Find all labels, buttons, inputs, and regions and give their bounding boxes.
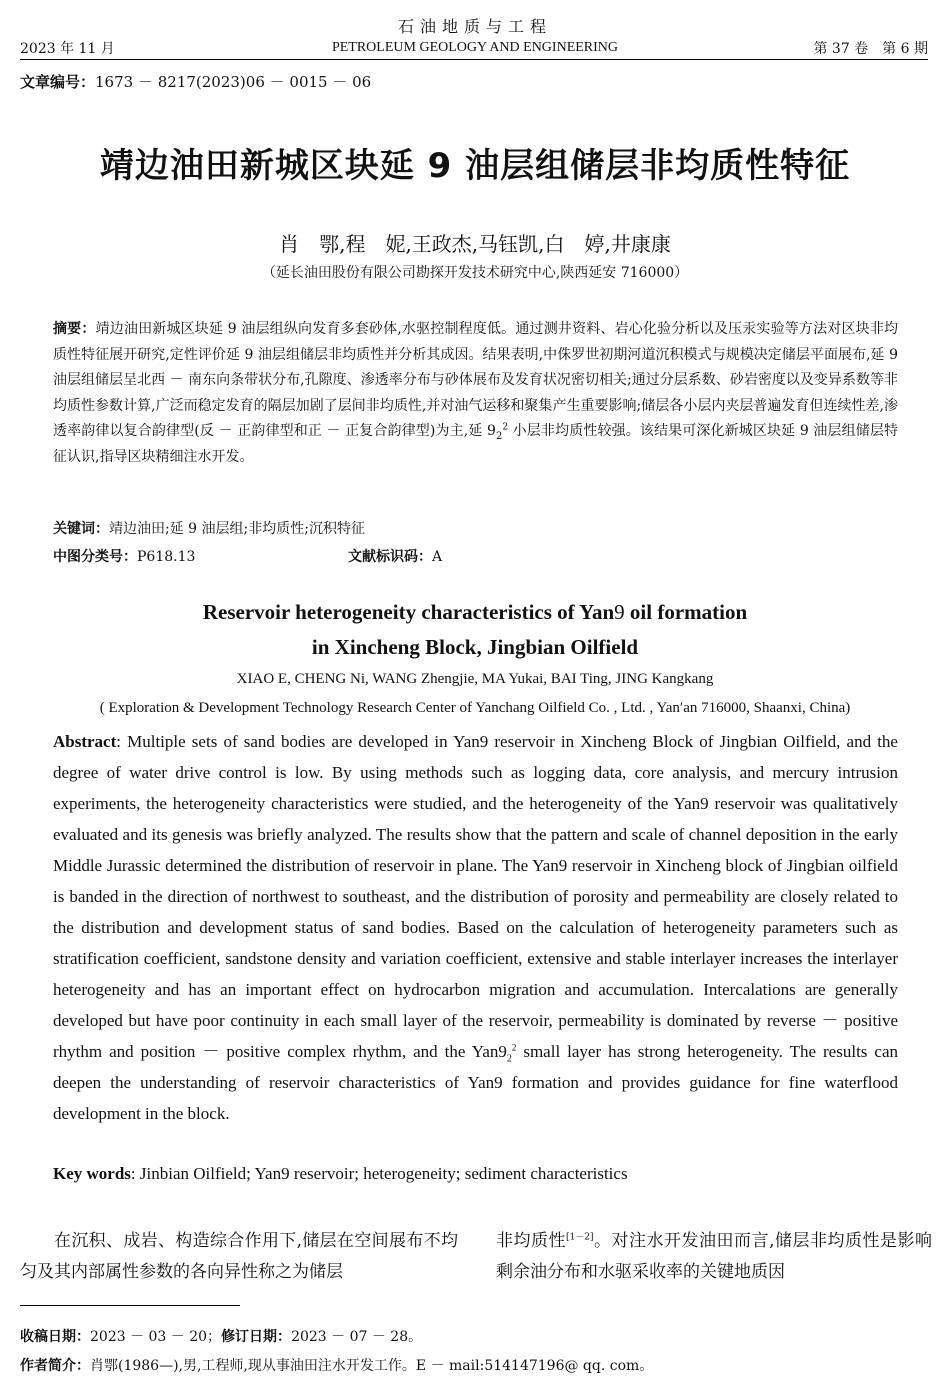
document-code [348,546,442,566]
body-paragraph-continued [496,1226,932,1288]
revised-value: 2023 － 07 － 28。 [291,1329,423,1345]
abstract-cn [53,317,898,471]
journal-title-en: PETROLEUM GEOLOGY AND ENGINEERING [331,40,619,55]
body-column-right [496,1226,932,1288]
journal-title-cn: 石油地质与工程 [397,17,552,36]
article-number-label: 文章编号： [20,73,96,91]
keywords-en-text: Jinbian Oilfield; Yan9 reservoir; heterogeneity; sediment characteristics [139,1164,628,1183]
citation-ref: [1－2] [566,1232,594,1243]
bio-label: 作者简介： [20,1358,90,1374]
received-label: 收稿日期： [20,1329,90,1345]
classification-number [53,546,195,566]
abstract-en-colon: : [116,732,128,751]
footnote-author-bio [20,1355,653,1375]
abstract-en-text-2: small layer has strong heterogeneity. The results can deepen the understanding of reservoir characteristics of Yan9 formation and provides guidance for fine waterflood development in the block. [53,1042,898,1123]
clc-label: 中图分类号： [53,549,137,565]
doc-code-value: A [432,549,443,565]
header-rule [20,59,928,60]
keywords-en [53,1164,628,1184]
title-en-line1-num: 9 [614,600,625,624]
keywords-cn-text: 靖边油田;延 9 油层组;非均质性;沉积特征 [109,521,365,537]
abstract-en-text-1: Multiple sets of sand bodies are developed in Yan9 reservoir in Xincheng Block of Jingbian Oilfield, and the degree of water drive control is low. By using methods such as logging data, core analysis, and mercury intrusion experiments, the heterogeneity characteristics were studied, and the heterogeneity of the Yan9 reservoir was qualitatively evaluated and its genesis was briefly analyzed. The results show that the pattern and scale of channel deposition in the early Middle Jurassic determined the distribution of reservoir in plane. The Yan9 reservoir in Xincheng block of Jingbian oilfield is banded in the direction of northwest to southeast, and the distribution of porosity and permeability are closely related to the distribution and development status of sand bodies. Based on the calculation of heterogeneity parameters such as stratification coefficient, sandstone density and variation coefficient, extensive and stable interlayer increases the interlayer heterogeneity and has an important effect on hydrocarbon migration and accumulation. Intercalations are generally developed but have poor continuity in each small layer of the reservoir, permeability is dominated by reverse － positive rhythm and position － positive complex rhythm, and the Yan9 [53,732,898,1061]
body-right-text-1: 非均质性 [496,1231,567,1251]
footnote-dates [20,1326,422,1346]
affiliation-cn: （延长油田股份有限公司勘探开发技术研究中心,陕西延安 716000） [261,265,689,281]
abstract-cn-text-2: 小层非均质性较强。该结果可深化新城区块延 9 油层组储层特征认识,指导区块精细注水开发。 [53,423,899,465]
footnote-rule [20,1305,240,1306]
body-column-left [20,1226,458,1288]
abstract-cn-text-1: 靖边油田新城区块延 9 油层组纵向发育多套砂体,水驱控制程度低。通过测井资料、岩心化验分析以及压汞实验等方法对区块非均质性特征展开研究,定性评价延 9 油层组储层非均质性并分析其成因。结果表明,中侏罗世初期河道沉积模式与规模决定储层平面展布,延 9 油层组储层呈北西 － 南东向条带状分布,孔隙度、渗透率分布与砂体展布及发育状况密切相关;通过分层系数、砂岩密度以及变异系数等非均质性参数计算,广泛而稳定发育的隔层加剧了层间非均质性,并对油气运移和聚集产生重要影响;储层各小层内夹层普遍发育但连续性差,渗透率韵律以复合韵律型(反 － 正韵律型和正 － 正复合韵律型)为主,延 9 [53,321,898,440]
authors-en: XIAO E, CHENG Ni, WANG Zhengjie, MA Yukai, BAI Ting, JING Kangkang [236,671,714,687]
abstract-cn-sup: 2 [502,422,509,433]
title-en-line1-b: oil formation [624,600,748,624]
volume-issue: 第 37 卷 第 6 期 [813,41,928,57]
keywords-cn [53,518,365,538]
abstract-en-label: Abstract [53,732,117,751]
keywords-en-label: Key words [53,1164,131,1183]
article-number-value: 1673 － 8217(2023)06 － 0015 － 06 [95,73,372,91]
article-number [20,71,371,92]
abstract-en-sub: 2 [506,1053,512,1065]
issue-date: 2023 年 11 月 [20,41,115,57]
revised-label: 修订日期： [221,1329,292,1345]
abstract-en-sup: 2 [511,1042,517,1053]
body-right-text-2: 。对注水开发油田而言,储层非均质性是影响剩余油分布和水驱采收率的关键地质因 [496,1231,933,1282]
clc-value: P618.13 [137,549,196,565]
abstract-cn-label: 摘要： [53,321,96,337]
body-paragraph: 在沉积、成岩、构造综合作用下,储层在空间展布不均匀及其内部属性参数的各向异性称之为储层 [20,1231,458,1282]
affiliation-en: ( Exploration & Development Technology Research Center of Yanchang Oilfield Co. , Ltd. , Yan′an 716000, Shaanxi, China) [99,700,851,716]
doc-code-label: 文献标识码： [348,549,432,565]
article-title-en-line2: in Xincheng Block, Jingbian Oilfield [311,635,639,659]
article-title-en-line1 [0,600,950,625]
bio-text: 肖鄂(1986—),男,工程师,现从事油田注水开发工作。E － mail:514147196@ qq. com。 [90,1358,654,1374]
received-value: 2023 － 03 － 20； [90,1329,222,1345]
abstract-cn-sub: 2 [495,431,503,443]
article-title-cn: 靖边油田新城区块延 9 油层组储层非均质性特征 [99,146,851,186]
keywords-cn-label: 关键词： [53,521,109,537]
keywords-en-colon: : [130,1164,140,1183]
title-en-line1-a: Reservoir heterogeneity characteristics of Yan [202,600,615,624]
abstract-en [53,726,898,1129]
authors-cn: 肖 鄂,程 妮,王政杰,马钰凯,白 婷,井康康 [279,232,671,256]
